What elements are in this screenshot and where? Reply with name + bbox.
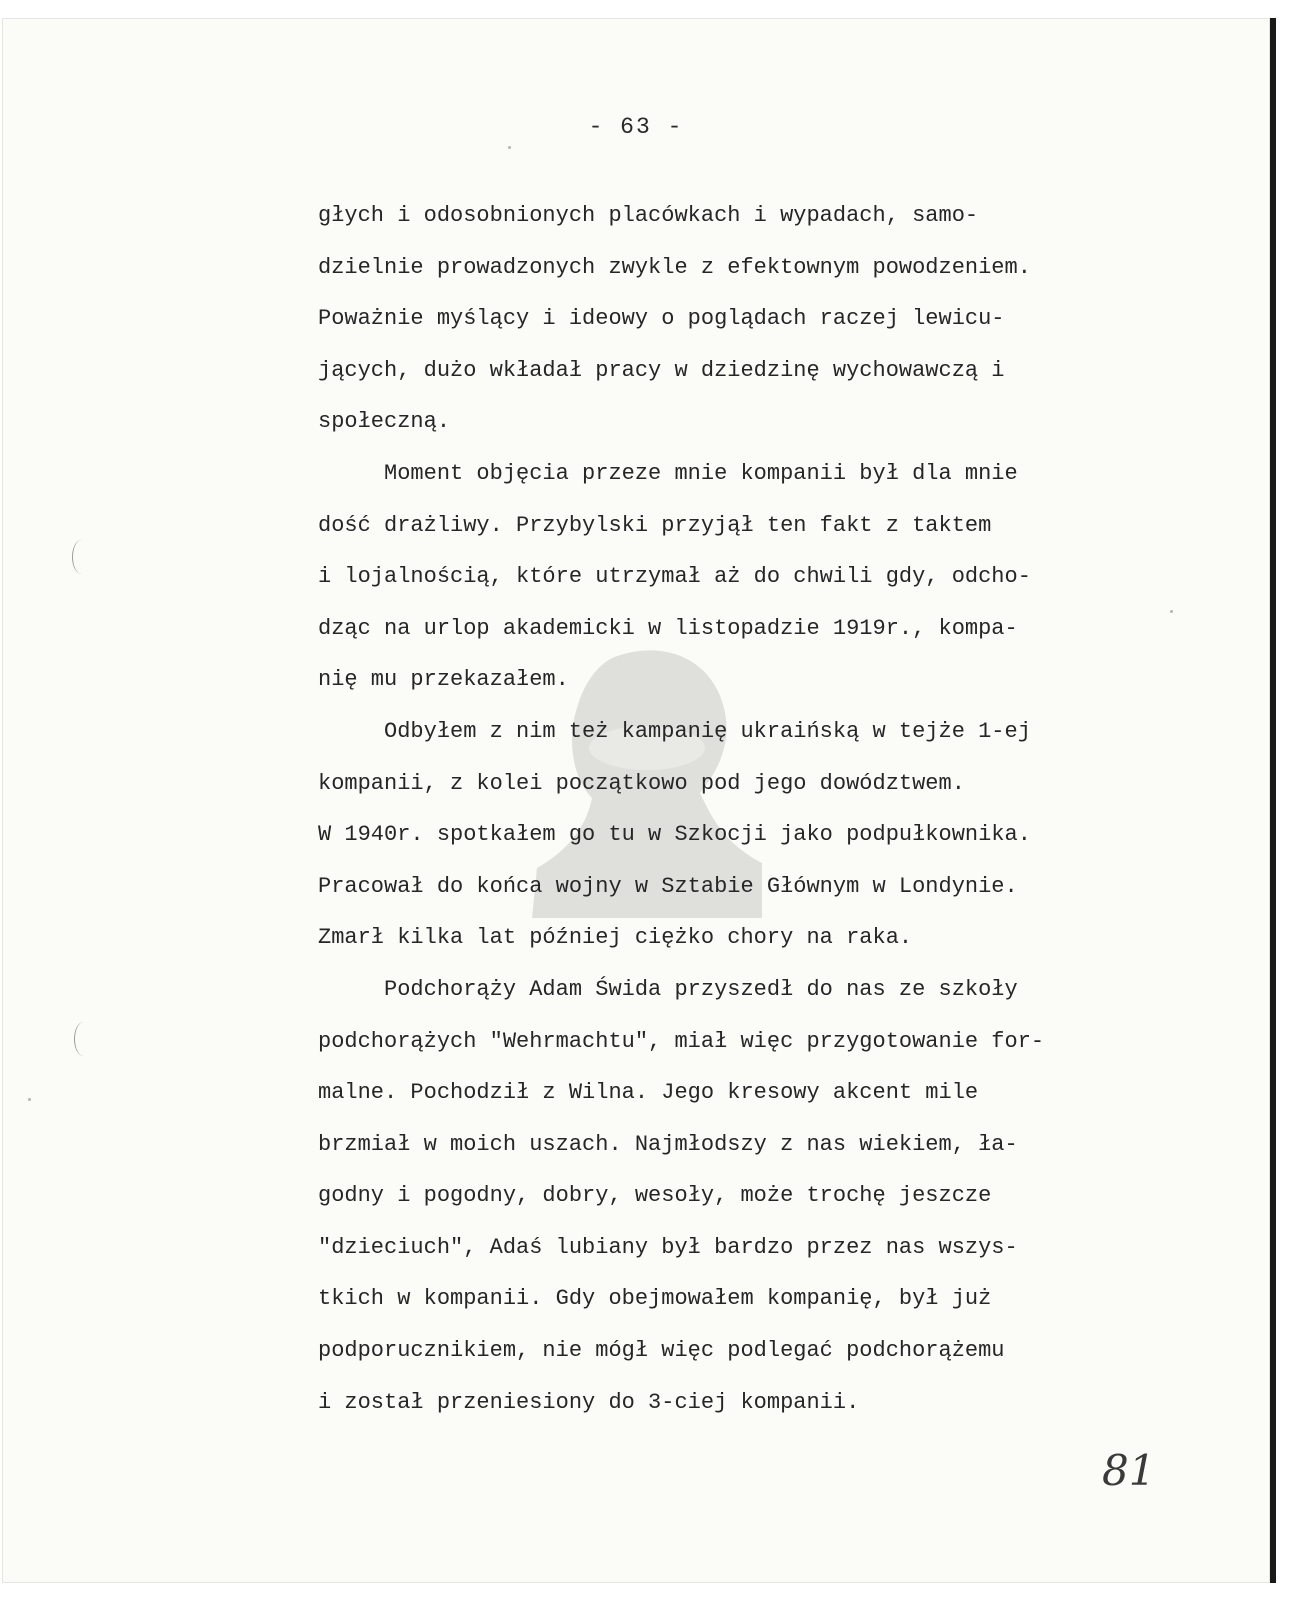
text-line: Zmarł kilka lat później ciężko chory na raka.	[318, 925, 913, 951]
text-line: brzmiał w moich uszach. Najmłodszy z nas wiekiem, ła-	[318, 1131, 1018, 1157]
speck	[28, 1098, 31, 1101]
typewritten-text	[318, 190, 1198, 1428]
text-line: tkich w kompanii. Gdy obejmowałem kompanię, był już	[318, 1286, 992, 1312]
punch-hole-mark	[74, 1022, 93, 1056]
text-line: Moment objęcia przeze mnie kompanii był dla mnie	[318, 460, 1018, 486]
document-page	[2, 18, 1276, 1583]
text-line: i został przeniesiony do 3-ciej kompanii.	[318, 1389, 860, 1415]
text-line: podporucznikiem, nie mógł więc podlegać podchorążemu	[318, 1338, 1005, 1364]
text-line: W 1940r. spotkałem go tu w Szkocji jako podpułkownika.	[318, 822, 1031, 848]
text-line: dość drażliwy. Przybylski przyjął ten fakt z taktem	[318, 512, 992, 538]
text-line: dzielnie prowadzonych zwykle z efektownym powodzeniem.	[318, 254, 1031, 280]
text-line: Podchorąży Adam Świda przyszedł do nas ze szkoły	[318, 976, 1018, 1002]
text-line: i lojalnością, które utrzymał aż do chwili gdy, odcho-	[318, 564, 1031, 590]
handwritten-folio-number: 81	[1102, 1446, 1156, 1495]
text-line: malne. Pochodził z Wilna. Jego kresowy akcent mile	[318, 1080, 979, 1106]
speck	[508, 146, 511, 149]
text-line: godny i pogodny, dobry, wesoły, może trochę jeszcze	[318, 1183, 992, 1209]
text-line: jących, dużo wkładał pracy w dziedzinę wychowawczą i	[318, 357, 1005, 383]
text-line: Pracował do końca wojny w Sztabie Głównym w Londynie.	[318, 873, 1018, 899]
punch-hole-mark	[72, 540, 91, 574]
text-line: Odbyłem z nim też kampanię ukraińską w tejże 1-ej	[318, 718, 1031, 744]
text-line: nię mu przekazałem.	[318, 667, 569, 693]
text-line: społeczną.	[318, 409, 451, 435]
text-line: głych i odosobnionych placówkach i wypadach, samo-	[318, 203, 979, 228]
text-line: dząc na urlop akademicki w listopadzie 1919r., kompa-	[318, 615, 1018, 641]
text-line: "dzieciuch", Adaś lubiany był bardzo przez nas wszys-	[318, 1234, 1018, 1260]
page-number: - 63 -	[588, 114, 684, 140]
text-line: podchorążych "Wehrmachtu", miał więc przygotowanie for-	[318, 1028, 1045, 1054]
text-line: kompanii, z kolei początkowo pod jego dowództwem.	[318, 770, 965, 796]
text-line: Poważnie myślący i ideowy o poglądach raczej lewicu-	[318, 306, 1005, 332]
